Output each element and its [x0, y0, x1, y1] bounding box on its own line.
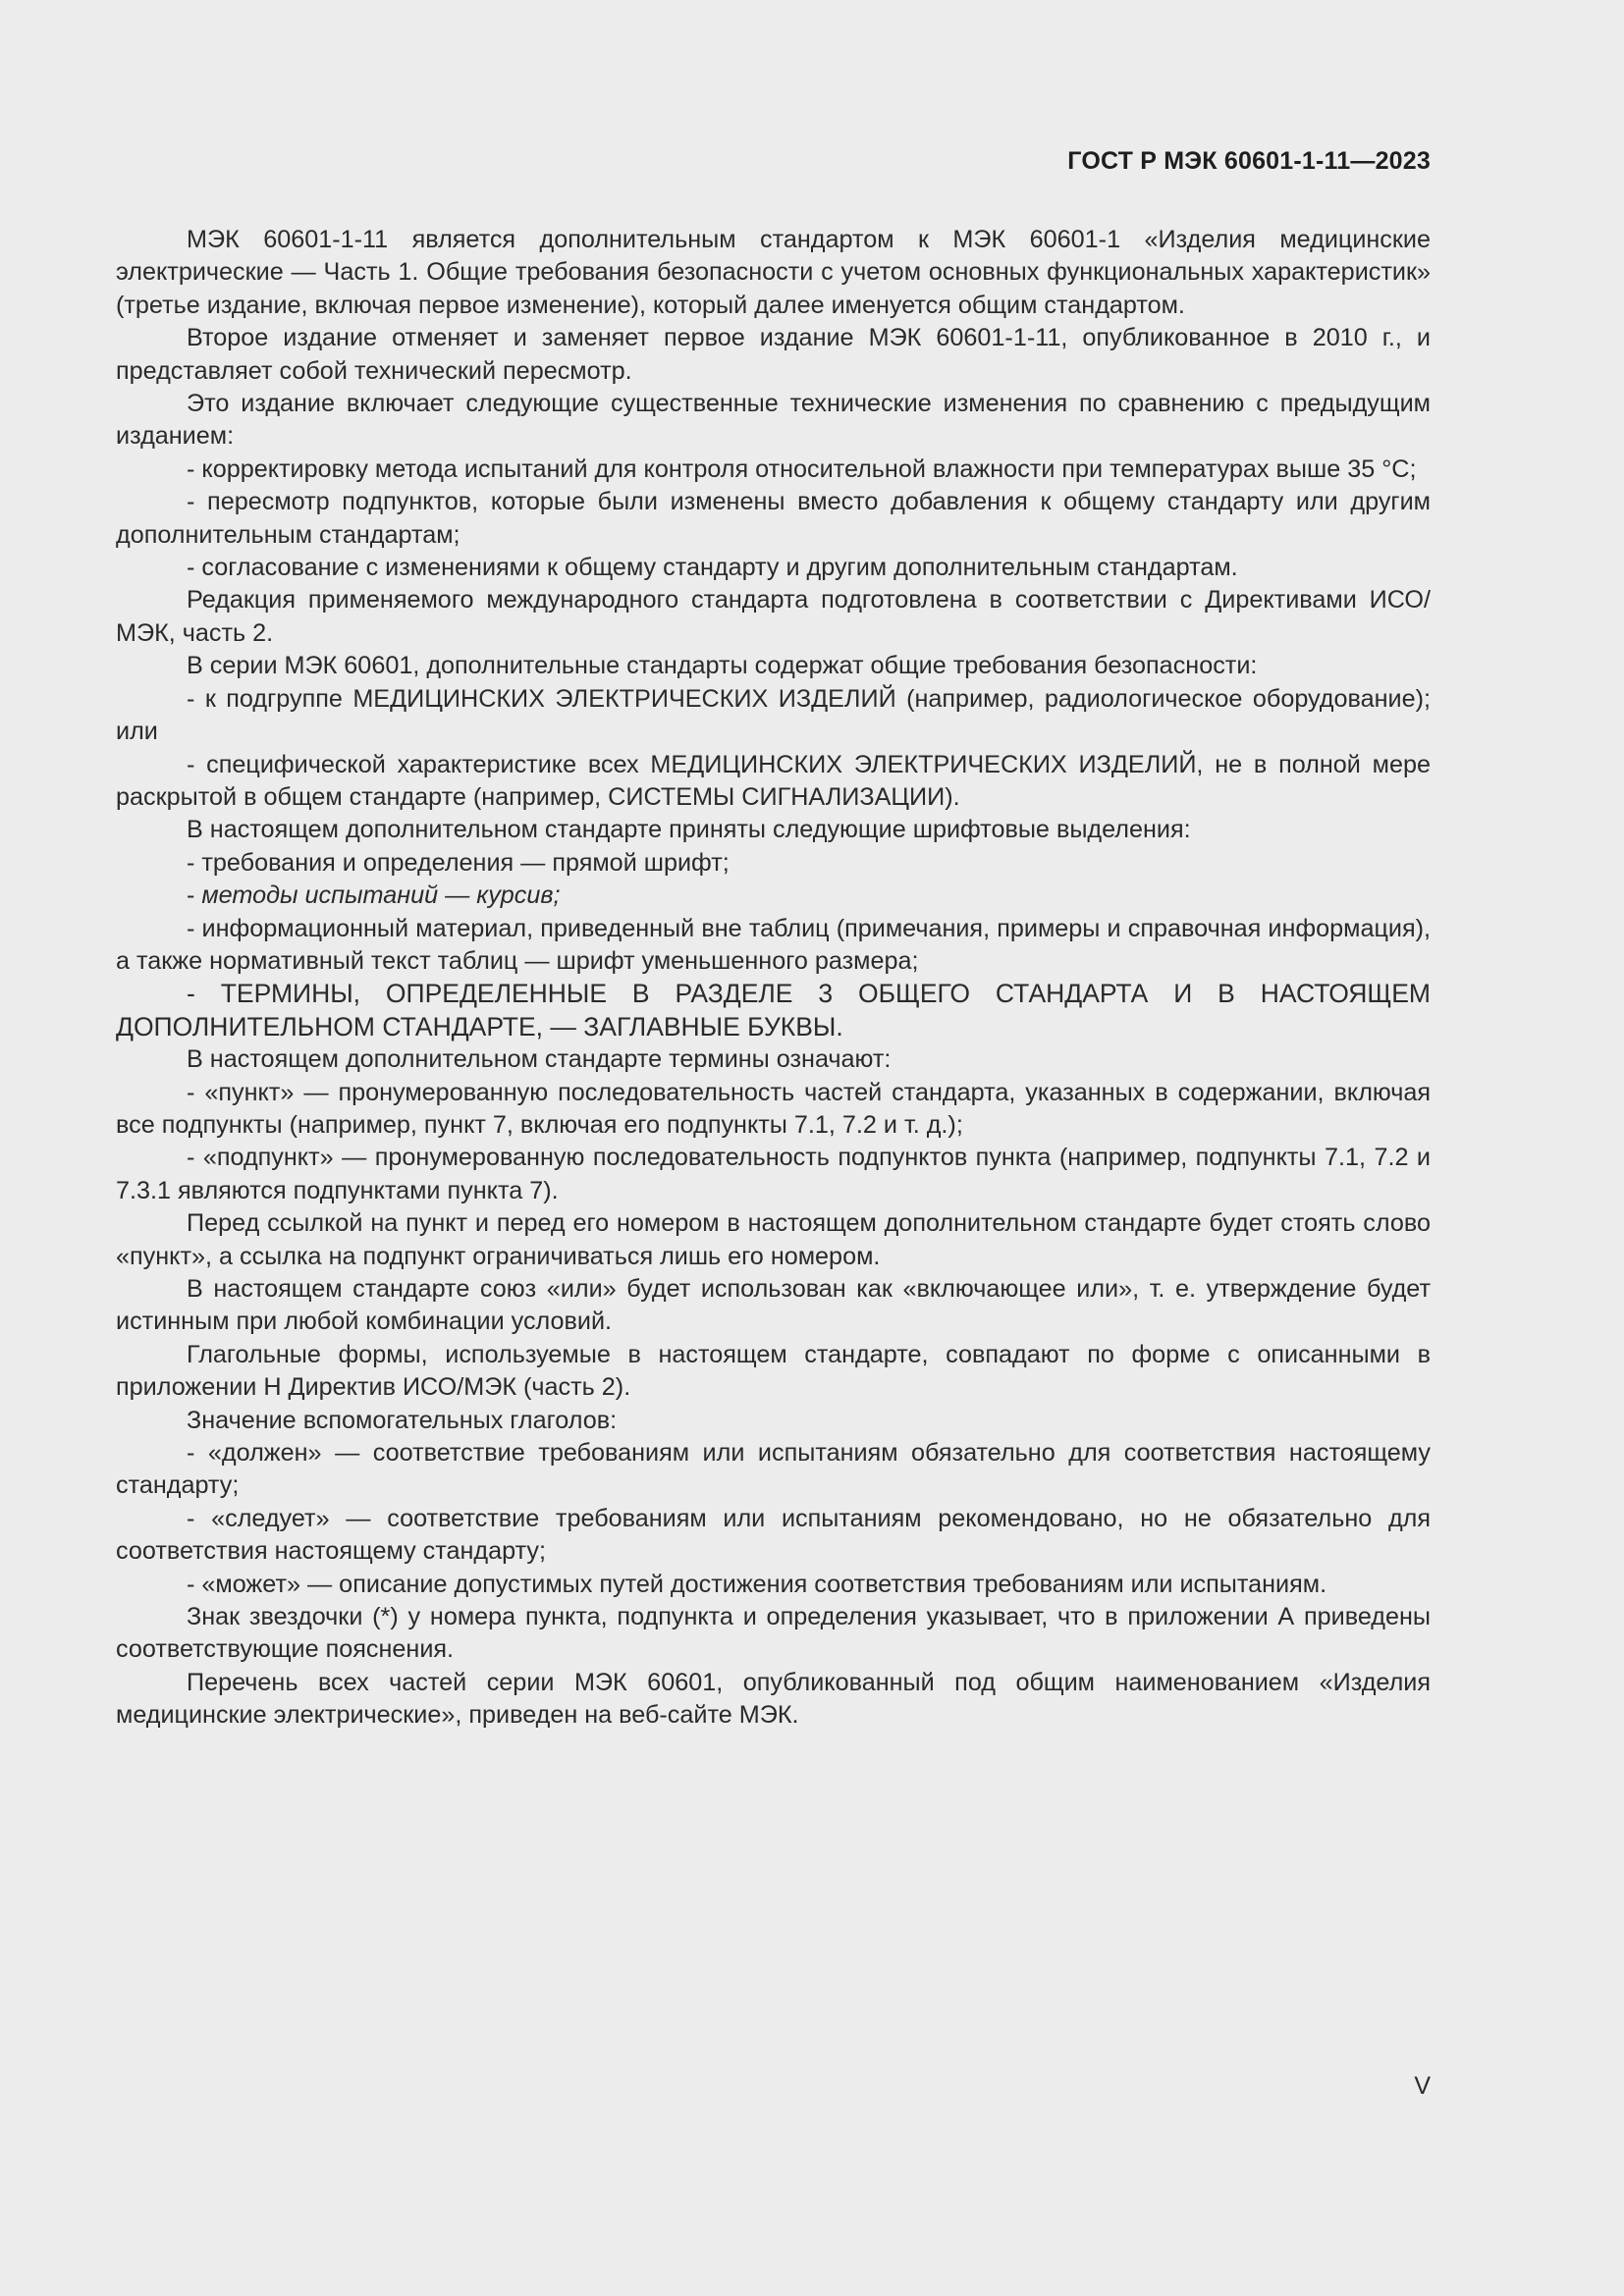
- list-item: - информационный материал, приведенный вне таблиц (примечания, примеры и справочная информация), а также нормативный текст таблиц — шрифт уменьшенного размера;: [116, 914, 1431, 975]
- list-item: - «пункт» — пронумерованную последовательность частей стандарта, указанных в содержании, включая все подпункты (например, пункт 7, включая его подпункты 7.1, 7.2 и т. д.);: [116, 1078, 1431, 1139]
- list-item: - «подпункт» — пронумерованную последовательность подпунктов пункта (например, подпункты 7.1, 7.2 и 7.3.1 являются подпунктами пункта 7).: [116, 1144, 1431, 1204]
- paragraph: В настоящем стандарте союз «или» будет использован как «включающее или», т. е. утверждение будет истинным при любой комбинации условий.: [116, 1275, 1431, 1336]
- list-item: [116, 880, 1431, 912]
- document-code-header: ГОСТ Р МЭК 60601-1-11—2023: [1067, 147, 1431, 175]
- list-item: - пересмотр подпунктов, которые были изменены вместо добавления к общему стандарту или другим дополнительным стандартам;: [116, 488, 1431, 549]
- list-item: - к подгруппе МЕДИЦИНСКИХ ЭЛЕКТРИЧЕСКИХ ИЗДЕЛИЙ (например, радиологическое оборудование); или: [116, 684, 1431, 746]
- paragraph: Перечень всех частей серии МЭК 60601, опубликованный под общим наименованием «Изделия медицинские электрические», приведен на веб-сайте МЭК.: [116, 1668, 1431, 1730]
- paragraph: Значение вспомогательных глаголов:: [187, 1406, 618, 1434]
- paragraph: Глагольные формы, используемые в настоящем стандарте, совпадают по форме с описанными в приложении Н Директив ИСО/МЭК (часть 2).: [116, 1340, 1431, 1402]
- list-item: - «может» — описание допустимых путей достижения соответствия требованиям или испытаниям.: [187, 1570, 1327, 1598]
- list-dash: -: [187, 881, 202, 910]
- list-item: - «следует» — соответствие требованиям или испытаниям рекомендовано, но не обязательно для соответствия настоящему стандарту;: [116, 1504, 1431, 1566]
- paragraph: Это издание включает следующие существенные технические изменения по сравнению с предыдущим изданием:: [116, 390, 1431, 451]
- paragraph: МЭК 60601-1-11 является дополнительным стандартом к МЭК 60601-1 «Изделия медицинские электрические — Часть 1. Общие требования безопасности с учетом основных функциональных характеристик» (третье издание, включая первое изменение), который далее именуется общим стандартом.: [116, 226, 1431, 319]
- page-number: V: [1414, 2072, 1431, 2100]
- paragraph: Редакция применяемого международного стандарта подготовлена в соответствии с Директивами ИСО/МЭК, часть 2.: [116, 586, 1431, 647]
- list-item: - ТЕРМИНЫ, ОПРЕДЕЛЕННЫЕ В РАЗДЕЛЕ 3 ОБЩЕГО СТАНДАРТА И В НАСТОЯЩЕМ ДОПОЛНИТЕЛЬНОМ СТАНДАРТЕ, — ЗАГЛАВНЫЕ БУКВЫ.: [116, 979, 1431, 1041]
- list-item: - корректировку метода испытаний для контроля относительной влажности при температурах выше 35 °C;: [187, 454, 1417, 483]
- paragraph: Перед ссылкой на пункт и перед его номером в настоящем дополнительном стандарте будет стоять слово «пункт», а ссылка на подпункт ограничиваться лишь его номером.: [116, 1209, 1431, 1270]
- list-item: - специфической характеристике всех МЕДИЦИНСКИХ ЭЛЕКТРИЧЕСКИХ ИЗДЕЛИЙ, не в полной мере раскрытой в общем стандарте (например, СИСТЕМЫ СИГНАЛИЗАЦИИ).: [116, 750, 1431, 811]
- document-body: [116, 224, 1431, 1733]
- paragraph: Знак звездочки (*) у номера пункта, подпункта и определения указывает, что в приложении А приведены соответствующие пояснения.: [116, 1603, 1431, 1664]
- list-item: - согласование с изменениями к общему стандарту и другим дополнительным стандартам.: [187, 554, 1238, 582]
- list-item: - «должен» — соответствие требованиям или испытаниям обязательно для соответствия настоящему стандарту;: [116, 1439, 1431, 1500]
- paragraph: В серии МЭК 60601, дополнительные стандарты содержат общие требования безопасности:: [187, 652, 1258, 680]
- paragraph: В настоящем дополнительном стандарте приняты следующие шрифтовые выделения:: [187, 816, 1191, 844]
- paragraph: Второе издание отменяет и заменяет первое издание МЭК 60601-1-11, опубликованное в 2010 г., и представляет собой технический пересмотр.: [116, 324, 1431, 385]
- italic-text: методы испытаний — курсив;: [201, 881, 561, 910]
- paragraph: В настоящем дополнительном стандарте термины означают:: [187, 1045, 892, 1074]
- list-item: - требования и определения — прямой шрифт;: [187, 848, 730, 877]
